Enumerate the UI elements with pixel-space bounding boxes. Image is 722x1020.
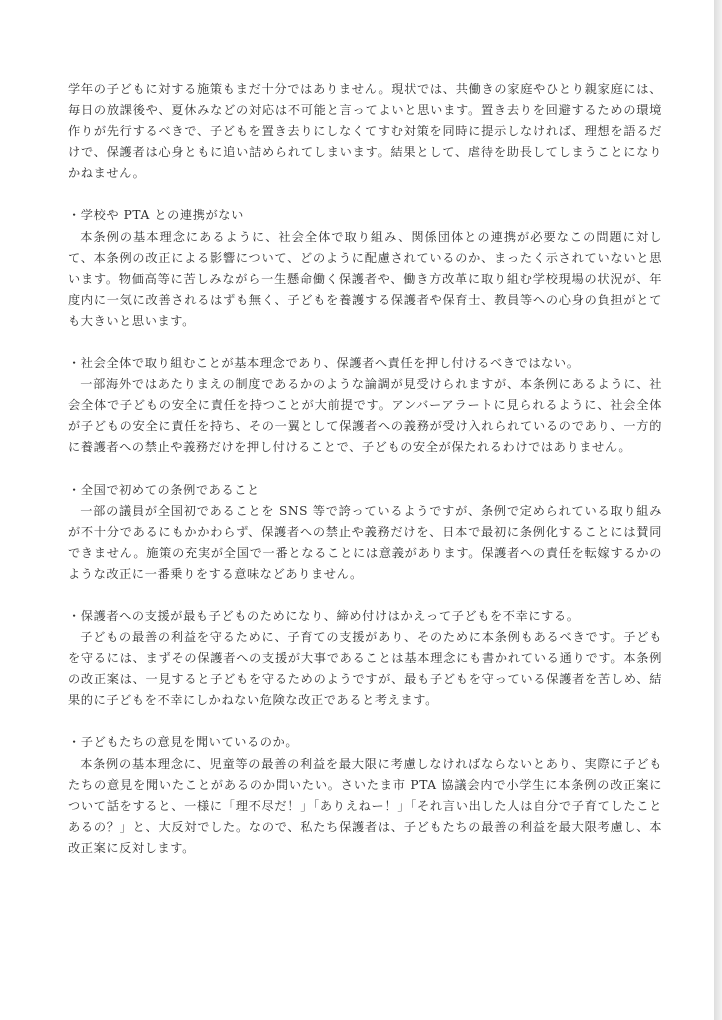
page-edge-shadow [714,0,722,1020]
section-body: 本条例の基本理念にあるように、社会全体で取り組み、関係団体との連携が必要なこの問題に対して、本条例の改正による影響について、どのように配慮されているのか、まったく示されていないと思います。物価高等に苦しみながら一生懸命働く保護者や、働き方改革に取り組む学校現場の状況が、年度内に一気に改善されるはずも無く、子どもを養護する保護者や保育士、教員等への心身の負担がとても大きいと思います。 [68,229,662,328]
section-heading: ・子どもたちの意見を聞いているのか。 [68,735,299,750]
section-children-opinions [68,732,662,859]
section-heading: ・保護者への支援が最も子どものためになり、締め付けはかえって子どもを不幸にする。 [68,608,580,623]
section-heading: ・学校や PTA との連携がない [68,208,244,223]
section-society-responsibility [68,353,662,458]
section-body: 一部海外ではあたりまえの制度であるかのような論調が見受けられますが、本条例にあるように、社会全体で子どもの安全に責任を持つことが大前提です。アンバーアラートに見られるように、社会全体が子どもの安全に責任を持ち、その一翼として保護者への義務が受け入れられているのであり、一方的に養護者への禁止や義務だけを押し付けることで、子どもの安全が保たれるわけではありません。 [68,377,662,455]
section-pta-cooperation [68,205,662,332]
section-body: 一部の議員が全国初であることを SNS 等で誇っているようですが、条例で定められている取り組みが不十分であるにもかかわらず、保護者への禁止や義務だけを、日本で最初に条例化することには賛同できません。施策の充実が全国で一番となることには意義があります。保護者への責任を転嫁するかのような改正に一番乗りをする意味などありません。 [68,503,662,581]
section-body: 子どもの最善の利益を守るために、子育ての支援があり、そのために本条例もあるべきです。子どもを守るには、まずその保護者への支援が大事であることは基本理念にも書かれている通りです。本条例の改正案は、一見すると子どもを守るためのようですが、最も子どもを守っている保護者を苦しめ、結果的に子どもを不幸にしかねない危険な改正であると考えます。 [68,630,662,708]
section-body: 本条例の基本理念に、児童等の最善の利益を最大限に考慮しなければならないとあり、実際に子どもたちの意見を聞いたことがあるのか問いたい。さいたま市 PTA 協議会内で小学生に本条例の改正案について話をすると、一様に「理不尽だ！」「ありえねー！」「それ言い出した人は自分で子育てしたことあるの？」と、大反対でした。なので、私たち保護者は、子どもたちの最善の利益を最大限考慮し、本改正案に反対します。 [68,756,662,855]
section-parent-support [68,606,662,711]
intro-paragraph: 学年の子どもに対する施策もまだ十分ではありません。現状では、共働きの家庭やひとり親家庭には、毎日の放課後や、夏休みなどの対応は不可能と言ってよいと思います。置き去りを回避するための環境作りが先行するべきで、子どもを置き去りにしなくてすむ対策を同時に提示しなければ、理想を語るだけで、保護者は心身ともに追い詰められてしまいます。結果として、虐待を助長してしまうことになりかねません。 [68,82,662,181]
section-heading: ・全国で初めての条例であること [68,482,260,497]
section-heading: ・社会全体で取り組むことが基本理念であり、保護者へ責任を押し付けるべきではない。 [68,356,580,371]
document-body [68,79,662,859]
section-first-nationwide [68,480,662,585]
